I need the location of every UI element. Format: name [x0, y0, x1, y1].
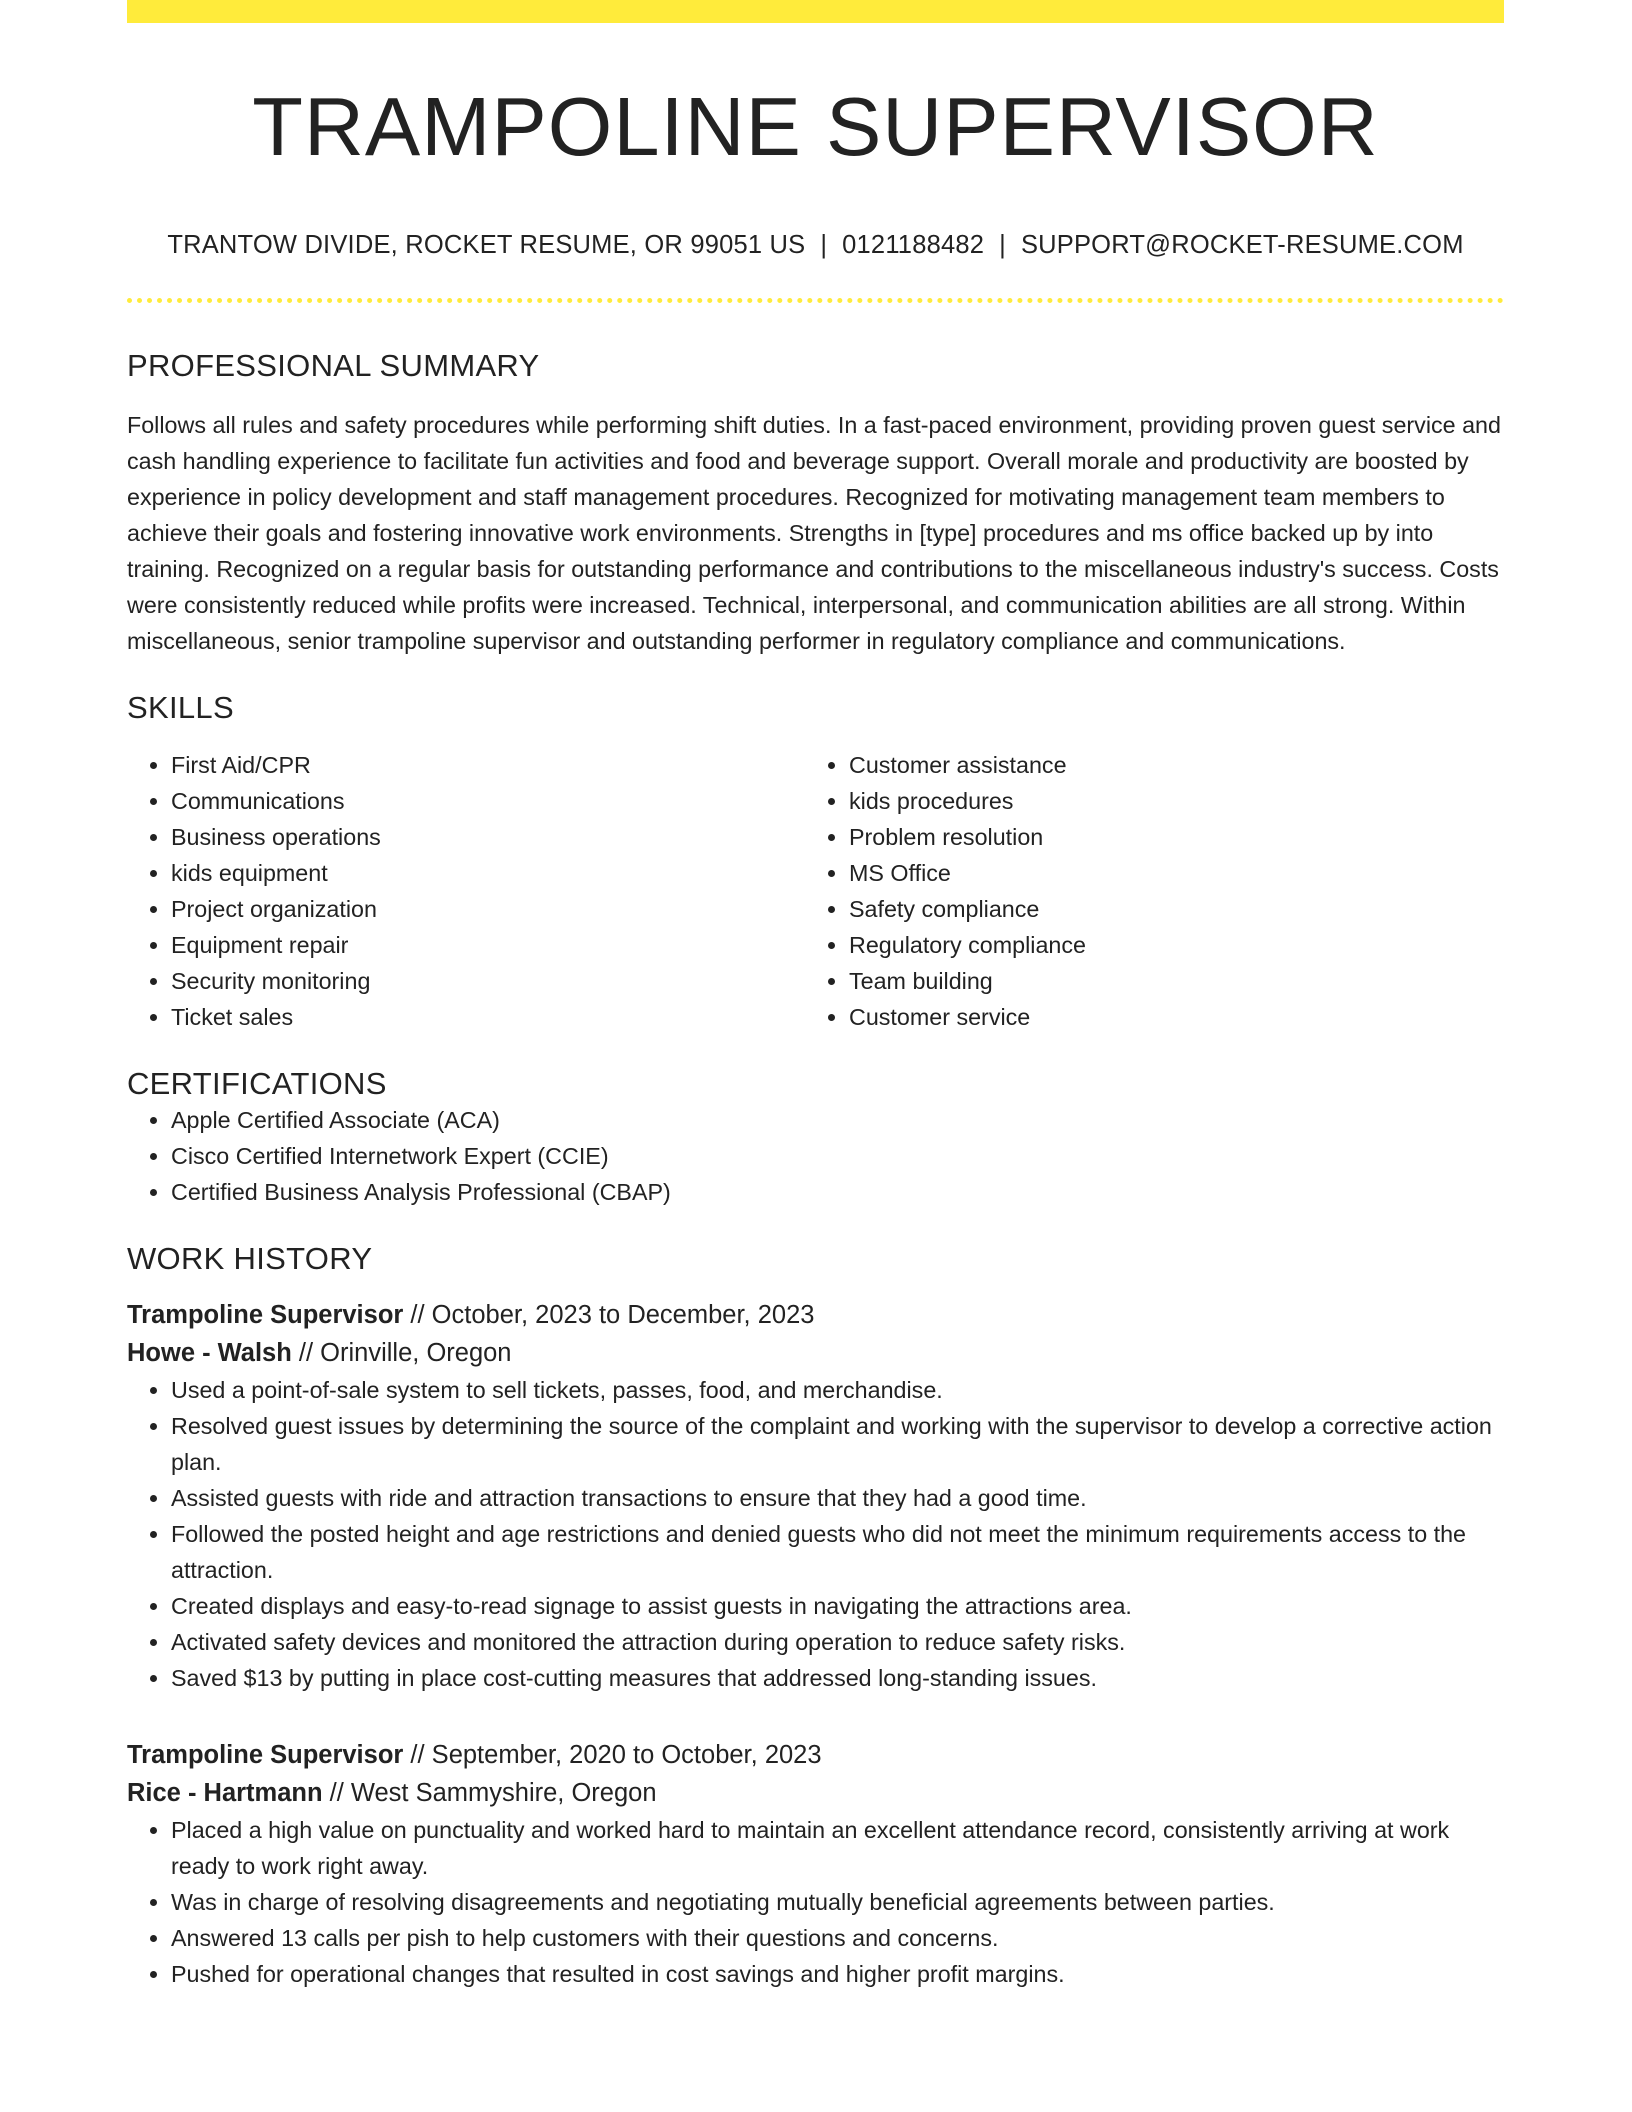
job-entry: [127, 1296, 1504, 1696]
resume-page: [127, 0, 1504, 1992]
candidate-title: TRAMPOLINE SUPERVISOR: [252, 80, 1379, 173]
skills-list-right: [805, 747, 1504, 1035]
skill-item: • MS Office: [849, 855, 1504, 891]
contact-separator: |: [999, 231, 1006, 260]
top-accent-bar: [127, 0, 1504, 23]
job-title: Trampoline Supervisor: [127, 1300, 404, 1329]
skill-item: • Project organization: [171, 891, 805, 927]
skill-item: • Customer assistance: [849, 747, 1504, 783]
skills-section: [127, 689, 1504, 1035]
job-title-line: [127, 1296, 1504, 1334]
job-title-line: [127, 1736, 1504, 1774]
job-company: Howe - Walsh: [127, 1338, 292, 1367]
job-title: Trampoline Supervisor: [127, 1740, 404, 1769]
skills-grid: [127, 747, 1504, 1035]
job-duty: • Resolved guest issues by determining the source of the complaint and working with the supervisor to develop a corrective action plan.: [171, 1408, 1504, 1480]
job-duty: • Was in charge of resolving disagreements and negotiating mutually beneficial agreements between parties.: [171, 1884, 1504, 1920]
job-duty: • Assisted guests with ride and attraction transactions to ensure that they had a good time.: [171, 1480, 1504, 1516]
job-duty: • Pushed for operational changes that resulted in cost savings and higher profit margins.: [171, 1956, 1504, 1992]
work-history-section: [127, 1240, 1504, 1991]
certification-item: • Apple Certified Associate (ACA): [171, 1102, 1504, 1138]
skill-item: • Ticket sales: [171, 999, 805, 1035]
contact-email: SUPPORT@ROCKET-RESUME.COM: [1020, 231, 1464, 260]
job-dates: // October, 2023 to December, 2023: [403, 1300, 815, 1329]
certification-item: • Certified Business Analysis Professional (CBAP): [171, 1174, 1504, 1210]
contact-line: [127, 230, 1504, 261]
skill-item: • kids procedures: [849, 783, 1504, 819]
skill-item: • Communications: [171, 783, 805, 819]
job-duty: • Followed the posted height and age restrictions and denied guests who did not meet the minimum requirements access to the attraction.: [171, 1516, 1504, 1588]
job-duties-list: [127, 1812, 1504, 1992]
skill-item: • First Aid/CPR: [171, 747, 805, 783]
skill-item: • kids equipment: [171, 855, 805, 891]
job-duties-list: [127, 1372, 1504, 1696]
job-company-line: [127, 1334, 1504, 1372]
job-duty: • Created displays and easy-to-read signage to assist guests in navigating the attractions area.: [171, 1588, 1504, 1624]
job-entry: [127, 1736, 1504, 1992]
section-heading: WORK HISTORY: [127, 1241, 373, 1277]
skill-item: • Safety compliance: [849, 891, 1504, 927]
contact-address: TRANTOW DIVIDE, ROCKET RESUME, OR 99051 US: [167, 231, 806, 260]
job-company: Rice - Hartmann: [127, 1778, 323, 1807]
job-company-line: [127, 1774, 1504, 1812]
skill-item: • Security monitoring: [171, 963, 805, 999]
job-duty: • Placed a high value on punctuality and worked hard to maintain an excellent attendance record, consistently arriving at work ready to work right away.: [171, 1812, 1504, 1884]
section-heading: SKILLS: [127, 690, 234, 726]
contact-phone: 0121188482: [842, 231, 985, 260]
certifications-list: [127, 1102, 1504, 1210]
section-heading: PROFESSIONAL SUMMARY: [127, 347, 540, 383]
skill-item: • Team building: [849, 963, 1504, 999]
contact-separator: |: [820, 231, 828, 260]
skill-item: • Business operations: [171, 819, 805, 855]
certification-item: • Cisco Certified Internetwork Expert (CCIE): [171, 1138, 1504, 1174]
dotted-divider: [127, 298, 1504, 303]
job-location: // Orinville, Oregon: [291, 1338, 512, 1367]
job-duty: • Answered 13 calls per pish to help customers with their questions and concerns.: [171, 1920, 1504, 1956]
job-duty: • Activated safety devices and monitored the attraction during operation to reduce safety risks.: [171, 1624, 1504, 1660]
job-duty: • Used a point-of-sale system to sell tickets, passes, food, and merchandise.: [171, 1372, 1504, 1408]
skills-list-left: [127, 747, 805, 1035]
job-dates: // September, 2020 to October, 2023: [403, 1740, 822, 1769]
skill-item: • Customer service: [849, 999, 1504, 1035]
job-location: // West Sammyshire, Oregon: [322, 1778, 657, 1807]
certifications-section: [127, 1065, 1504, 1210]
professional-summary-section: [127, 347, 1504, 659]
job-duty: • Saved $13 by putting in place cost-cutting measures that addressed long-standing issues.: [171, 1660, 1504, 1696]
summary-text: Follows all rules and safety procedures while performing shift duties. In a fast-paced environment, providing proven guest service and cash handling experience to facilitate fun activities and food and beverage support. Overall morale and productivity are boosted by experience in policy development and staff management procedures. Recognized for motivating management team members to achieve their goals and fostering innovative work environments. Strengths in [type] procedures and ms office backed up by into training. Recognized on a regular basis for outstanding performance and contributions to the miscellaneous industry's success. Costs were consistently reduced while profits were increased. Technical, interpersonal, and communication abilities are all strong. Within miscellaneous, senior trampoline supervisor and outstanding performer in regulatory compliance and communications.: [127, 412, 1501, 655]
section-heading: CERTIFICATIONS: [127, 1066, 387, 1102]
skill-item: • Equipment repair: [171, 927, 805, 963]
skill-item: • Regulatory compliance: [849, 927, 1504, 963]
skill-item: • Problem resolution: [849, 819, 1504, 855]
